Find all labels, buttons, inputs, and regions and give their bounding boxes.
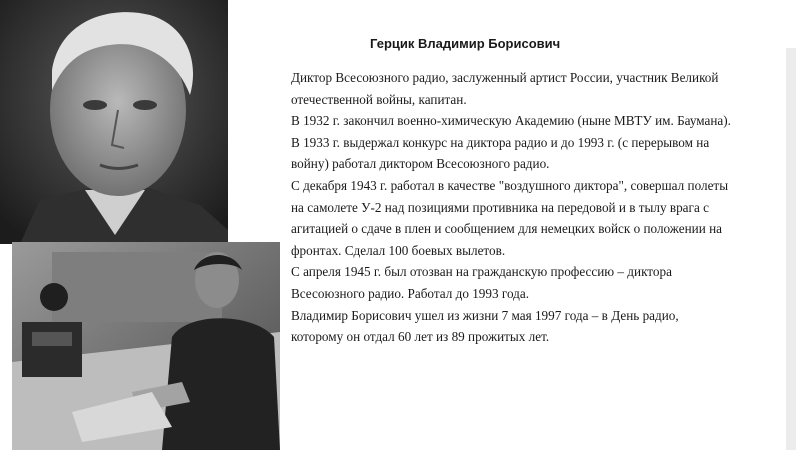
portrait-photo [0, 0, 228, 244]
desk-photo [12, 242, 280, 450]
bio-paragraph: Владимир Борисович ушел из жизни 7 мая 1997 года – в День радио, которому он отдал 60 лет из 89 прожитых лет. [291, 307, 679, 345]
bio-paragraph: С апреля 1945 г. был отозван на гражданскую профессию – диктора Всесоюзного радио. Работал до 1993 года. [291, 264, 672, 301]
side-divider [786, 48, 796, 450]
bio-paragraph: С декабря 1943 г. работал в качестве "воздушного диктора", совершал полеты на самолете У-2 над позициями противника на передовой и в тылу врага с агитацией о сдаче в плен и сообщением для немецких войск о положении на фронтах. Сделал 100 боевых вылетов. [291, 177, 729, 258]
bio-paragraph: В 1933 г. выдержал конкурс на диктора радио и до 1993 г. (с перерывом на войну) работал диктором Всесоюзного радио. [291, 134, 710, 172]
bio-paragraph: Диктор Всесоюзного радио, заслуженный артист России, участник Великой отечественной войны, капитан. [291, 70, 719, 107]
page-title: Герцик Владимир Борисович [370, 36, 561, 51]
biography-text [291, 67, 731, 348]
bio-paragraph: В 1932 г. закончил военно-химическую Академию (ныне МВТУ им. Баумана). [291, 113, 731, 129]
